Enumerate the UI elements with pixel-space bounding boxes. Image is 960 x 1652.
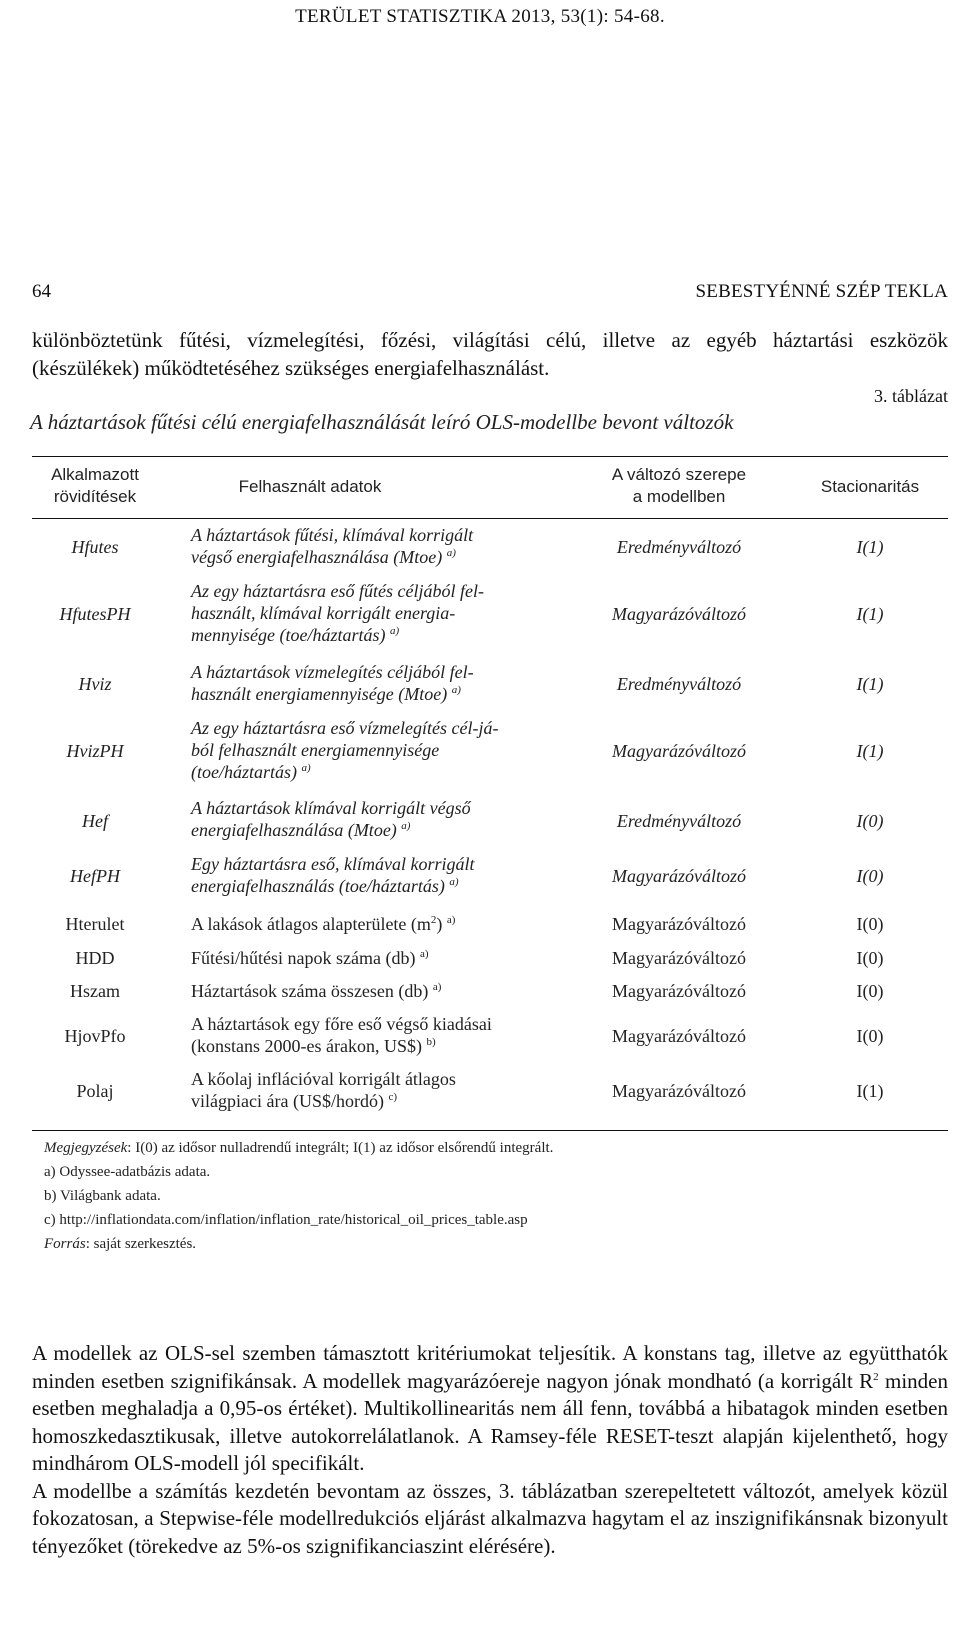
table-cell-role: Magyarázóváltozó bbox=[612, 948, 746, 968]
table-cell-desc: Egy háztartásra eső, klímával korrigált energiafelhasználás (toe/háztartás) $^{a)}$ bbox=[191, 854, 475, 896]
header-data-used: Felhasznált adatok bbox=[238, 477, 382, 496]
table-cell-stationarity: I(0) bbox=[856, 948, 884, 968]
table-cell-abbr: HefPH bbox=[70, 866, 120, 886]
table-cell-desc: A lakások átlagos alapterülete $(m^2)$ $^{a)}$ bbox=[191, 914, 456, 934]
table-cell-abbr: Polaj bbox=[76, 1081, 114, 1101]
table-cell-abbr: HDD bbox=[75, 948, 115, 968]
table-cell-stationarity: I(0) bbox=[856, 981, 884, 1001]
author-header: SEBESTYÉNNÉ SZÉP TEKLA bbox=[695, 281, 948, 302]
table-cell-abbr: Hterulet bbox=[65, 914, 125, 934]
note-c: c) http://inflationdata.com/inflation/inflation_rate/historical_oil_prices_table.asp bbox=[44, 1212, 528, 1228]
intro-paragraph: különböztetünk fűtési, vízmelegítési, főzési, világítási célú, illetve az egyéb háztartási eszközök (készülékek) működtetéséhez szükséges energiafelhasználást. bbox=[32, 328, 948, 380]
table-cell-role: Magyarázóváltozó bbox=[612, 1081, 746, 1101]
table-cell-role: Magyarázóváltozó bbox=[612, 866, 746, 886]
table-cell-role: Eredményváltozó bbox=[616, 674, 742, 694]
header-stationarity: Stacionaritás bbox=[820, 477, 920, 496]
table-cell-role: Eredményváltozó bbox=[616, 537, 742, 557]
page-number: 64 bbox=[32, 281, 51, 302]
table-cell-stationarity: I(0) bbox=[856, 866, 884, 886]
body-text bbox=[32, 1340, 948, 1560]
table-cell-desc: Fűtési/hűtési napok száma (db) $^{a)}$ bbox=[191, 948, 429, 968]
table-cell-stationarity: I(0) bbox=[856, 811, 884, 831]
table-cell-abbr: Hszam bbox=[70, 981, 120, 1001]
table-title: A háztartások fűtési célú energiafelhasználását leíró OLS-modellbe bevont változók bbox=[30, 410, 734, 434]
table-cell-stationarity: I(1) bbox=[856, 741, 884, 761]
table-cell-abbr: HvizPH bbox=[66, 741, 124, 761]
header-abbreviations: Alkalmazott rövidítések bbox=[51, 465, 139, 506]
table-cell-role: Magyarázóváltozó bbox=[612, 1026, 746, 1046]
table-cell-desc: A kőolaj inflációval korrigált átlagos világpiaci ára (US$/hordó) $^{c)}$ bbox=[191, 1069, 456, 1111]
table-cell-role: Magyarázóváltozó bbox=[612, 981, 746, 1001]
table-cell-abbr: Hfutes bbox=[71, 537, 119, 557]
table-cell-abbr: Hef bbox=[82, 811, 108, 831]
table-cell-stationarity: I(1) bbox=[856, 674, 884, 694]
table-cell-role: Eredményváltozó bbox=[616, 811, 742, 831]
table-header-rule bbox=[32, 518, 948, 519]
table-cell-desc: Az egy háztartásra eső vízmelegítés cél-já- ból felhasznált energiamennyisége (toe/háztartás) $^{a)}$ bbox=[191, 718, 499, 782]
table-top-rule bbox=[32, 456, 948, 457]
table-cell-stationarity: I(0) bbox=[856, 1026, 884, 1046]
table-cell-role: Magyarázóváltozó bbox=[612, 604, 746, 624]
table-cell-desc: A háztartások egy főre eső végső kiadásai (konstans 2000-es árakon, US$) $^{b)}$ bbox=[191, 1014, 492, 1056]
table-cell-desc: Háztartások száma összesen (db) $^{a)}$ bbox=[191, 981, 442, 1001]
table-cell-abbr: HjovPfo bbox=[64, 1026, 126, 1046]
table-cell-desc: A háztartások fűtési, klímával korrigált végső energiafelhasználása (Mtoe) $^{a)}$ bbox=[191, 525, 474, 567]
table-cell-stationarity: I(1) bbox=[856, 537, 884, 557]
header-variable-role: A változó szerepe a modellben bbox=[611, 465, 747, 506]
table-cell-desc: A háztartások vízmelegítés céljából fel- használt energiamennyisége (Mtoe) $^{a)}$ bbox=[191, 662, 474, 704]
table-cell-stationarity: I(1) bbox=[856, 604, 884, 624]
body-paragraph-1: A modellek az OLS-sel szemben támasztott kritériumokat teljesítik. A konstans tag, illetve az együtthatók minden esetben szignifikánsak. A modellek magyarázóereje nagyon jónak mondható (a korrigált $R^2$ minden esetben meghaladja a 0,95-os értéket). Multikollinearitás nem áll fenn, továbbá a hibatagok minden esetben homoszkedasztikusak, illetve autokorrelálatlanok. A Ramsey-féle RESET-teszt alapján kijelenthető, hogy mindhárom OLS-modell jól specifikált. bbox=[32, 1341, 948, 1475]
table-notes bbox=[44, 1136, 553, 1256]
table-cell-abbr: HfutesPH bbox=[59, 604, 131, 624]
table-cell-abbr: Hviz bbox=[78, 674, 112, 694]
table-cell-role: Magyarázóváltozó bbox=[612, 914, 746, 934]
table-bottom-rule bbox=[32, 1130, 948, 1131]
note-a: a) Odyssee-adatbázis adata. bbox=[44, 1164, 211, 1180]
table-cell-stationarity: I(1) bbox=[856, 1081, 884, 1101]
note-megjegyzesek: Megjegyzések: I(0) az idősor nulladrendű integrált; I(1) az idősor elsőrendű integrált. bbox=[44, 1140, 554, 1156]
body-paragraph-2: A modellbe a számítás kezdetén bevontam az összes, 3. táblázatban szerepeltetett változót, amelyek közül fokozatosan, a Stepwise-féle modellredukciós eljárást alkalmazva hagytam el az inszignifikánsnak bizonyult tényezőket (törekedve az 5%-os szignifikanciaszint elérésére). bbox=[32, 1478, 948, 1558]
table-cell-desc: Az egy háztartásra eső fűtés céljából fel- használt, klímával korrigált energia- mennyisége (toe/háztartás) $^{a)}$ bbox=[191, 581, 484, 645]
journal-header: TERÜLET STATISZTIKA 2013, 53(1): 54-68. bbox=[295, 6, 665, 27]
note-source: Forrás: saját szerkesztés. bbox=[44, 1236, 197, 1252]
table-label: 3. táblázat bbox=[874, 386, 948, 406]
note-b: b) Világbank adata. bbox=[44, 1188, 161, 1204]
table-cell-stationarity: I(0) bbox=[856, 914, 884, 934]
table-cell-role: Magyarázóváltozó bbox=[612, 741, 746, 761]
table-cell-desc: A háztartások klímával korrigált végső energiafelhasználása (Mtoe) $^{a)}$ bbox=[191, 798, 471, 840]
